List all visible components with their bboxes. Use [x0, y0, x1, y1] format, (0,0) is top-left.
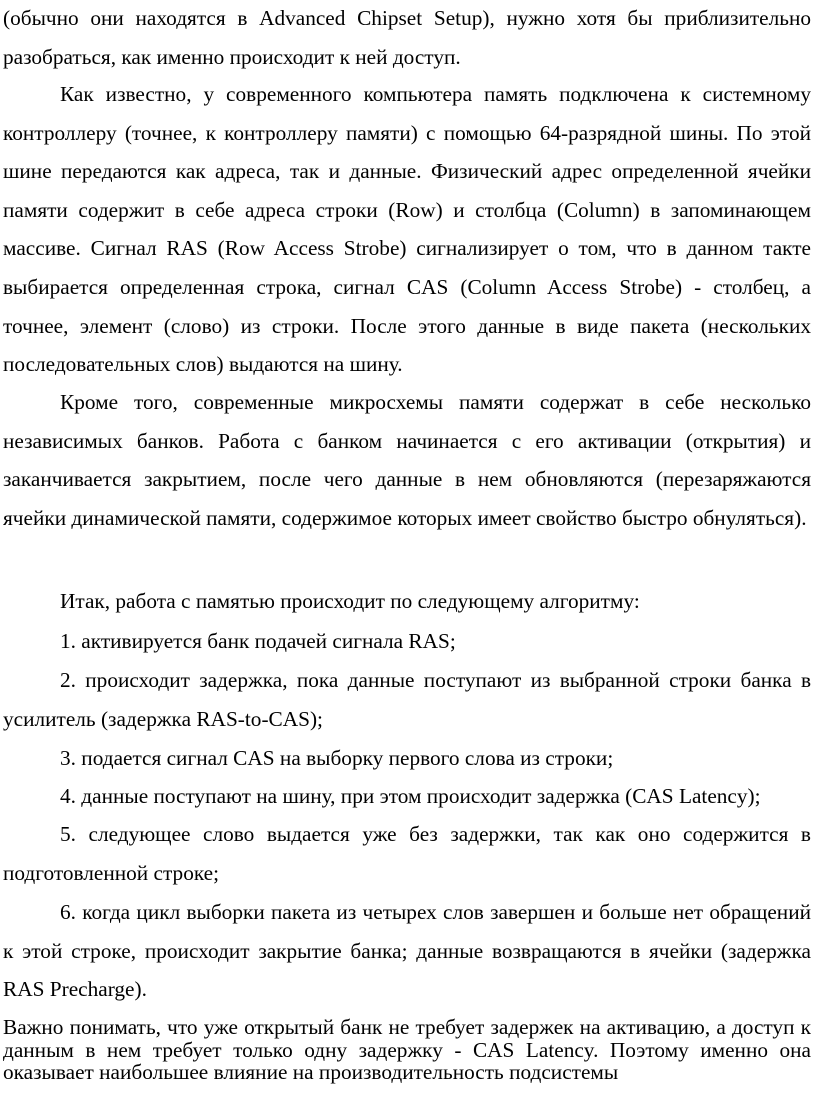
list-item-step-2: 2. происходит задержка, пока данные поступают из выбранной строки банка в усилитель (задержка RAS-to-CAS);: [3, 668, 811, 731]
paragraph-memory-bus: Как известно, у современного компьютера память подключена к системному контроллеру (точнее, к контроллеру памяти) с помощью 64-разрядной шины. По этой шине передаются как адреса, так и данные. Физический адрес определенной ячейки памяти содержит в себе адреса строки (Row) и столбца (Column) в запоминающем массиве. Сигнал RAS (Row Access Strobe) сигнализирует о том, что в данном такте выбирается определенная строка, сигнал CAS (Column Access Strobe) - столбец, а точнее, элемент (слово) из строки. После этого данные в виде пакета (нескольких последовательных слов) выдаются на шину.: [3, 82, 811, 377]
list-item-step-1: 1. активируется банк подачей сигнала RAS;: [60, 629, 456, 653]
list-item-step-5: 5. следующее слово выдается уже без задержки, так как оно содержится в подготовленной строке;: [3, 822, 811, 885]
paragraph-memory-banks: Кроме того, современные микросхемы памяти содержат в себе несколько независимых банков. Работа с банком начинается с его активации (открытия) и заканчивается закрытием, после чего данные в нем обновляются (перезаряжаются ячейки динамической памяти, содержимое которых имеет свойство быстро обнуляться).: [3, 390, 811, 530]
paragraph-conclusion: Важно понимать, что уже открытый банк не требует задержек на активацию, а доступ к данным в нем требует только одну задержку - CAS Latency. Поэтому именно она оказывает наибольшее влияние на производительность подсистемы: [3, 1015, 811, 1084]
paragraph-algorithm-intro: Итак, работа с памятью происходит по следующему алгоритму:: [60, 589, 640, 613]
list-item-step-6: 6. когда цикл выборки пакета из четырех слов завершен и больше нет обращений к этой строке, происходит закрытие банка; данные возвращаются в ячейки (задержка RAS Precharge).: [3, 900, 811, 1002]
list-item-step-3: 3. подается сигнал CAS на выборку первого слова из строки;: [60, 746, 614, 770]
paragraph-intro-continuation: (обычно они находятся в Advanced Chipset Setup), нужно хотя бы приблизительно разобраться, как именно происходит к ней доступ.: [3, 6, 811, 69]
list-item-step-4: 4. данные поступают на шину, при этом происходит задержка (CAS Latency);: [60, 784, 761, 808]
